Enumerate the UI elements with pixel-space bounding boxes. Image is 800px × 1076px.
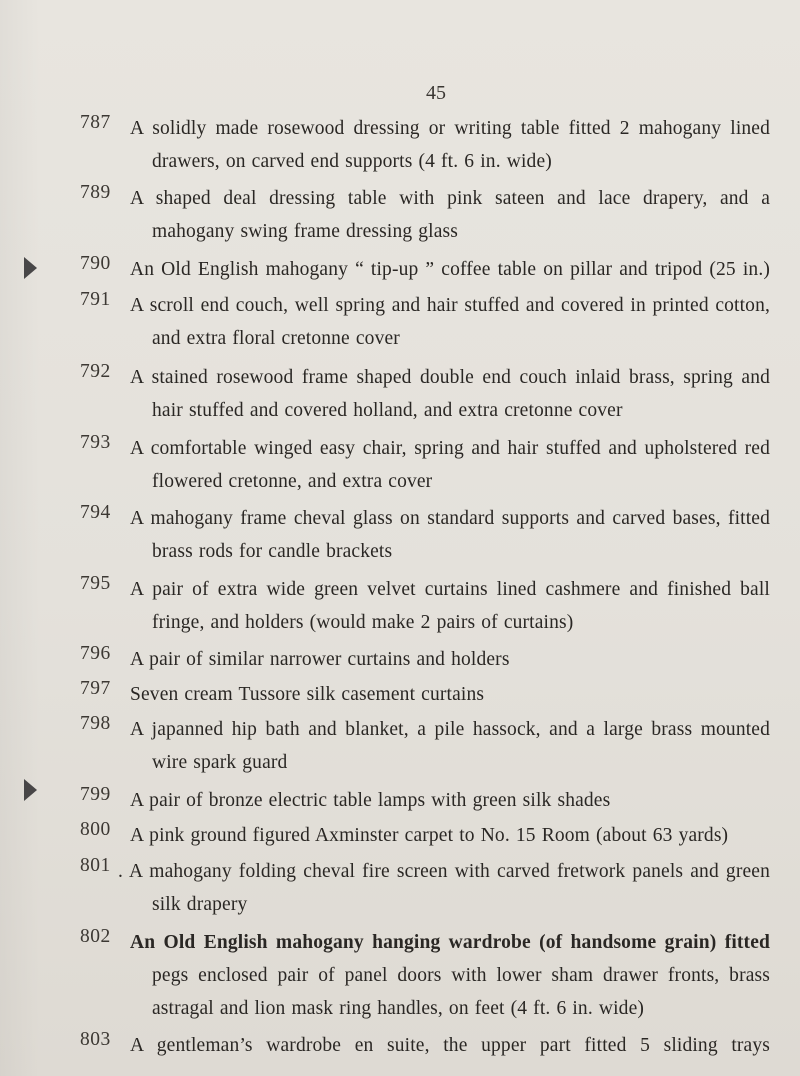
- description-line: fringe, and holders (would make 2 pairs of curtains): [152, 612, 574, 633]
- description-line: astragal and lion mask ring handles, on feet (4 ft. 6 in. wide): [152, 998, 645, 1019]
- lot-number: 793: [80, 432, 111, 453]
- lot-number: 798: [80, 713, 111, 734]
- lot-description: [130, 502, 770, 568]
- lot-description: [130, 112, 770, 178]
- description-line: A scroll end couch, well spring and hair stuffed and covered in printed cotton,: [130, 295, 770, 316]
- lot-number: 795: [80, 573, 111, 594]
- lot-description: [130, 432, 770, 498]
- description-line: hair stuffed and covered holland, and extra cretonne cover: [152, 400, 623, 421]
- description-line: A mahogany frame cheval glass on standard supports and carved bases, fitted: [130, 508, 770, 529]
- lot-number: 801: [80, 855, 111, 876]
- lot-description: [130, 361, 770, 427]
- lot-number: 800: [80, 819, 111, 840]
- lot-description: [130, 784, 770, 817]
- description-line: silk drapery: [152, 894, 248, 915]
- lot-description: [130, 713, 770, 779]
- description-line: brass rods for candle brackets: [152, 541, 393, 562]
- lot-number: 787: [80, 112, 111, 133]
- binding-hole-upper: [24, 257, 37, 279]
- description-line: A pink ground figured Axminster carpet to No. 15 Room (about 63 yards): [130, 825, 729, 846]
- lot-description: [130, 678, 770, 711]
- lot-description: [130, 253, 770, 286]
- description-line: A gentleman’s wardrobe en suite, the upper part fitted 5 sliding trays: [130, 1035, 770, 1056]
- description-line: and extra floral cretonne cover: [152, 328, 400, 349]
- description-line: pegs enclosed pair of panel doors with lower sham drawer fronts, brass: [152, 965, 770, 986]
- lot-description: [130, 819, 770, 852]
- description-line: A comfortable winged easy chair, spring and hair stuffed and upholstered red: [130, 438, 770, 459]
- lot-description: [130, 1029, 770, 1062]
- lot-number: 789: [80, 182, 111, 203]
- binding-hole-lower: [24, 779, 37, 801]
- lot-description: [130, 573, 770, 639]
- description-line: A pair of similar narrower curtains and holders: [130, 649, 510, 670]
- description-line: wire spark guard: [152, 752, 288, 773]
- page-number: 45: [426, 82, 446, 104]
- lot-number: 802: [80, 926, 111, 947]
- description-line: A solidly made rosewood dressing or writing table fitted 2 mahogany lined: [130, 118, 770, 139]
- description-line: Seven cream Tussore silk casement curtains: [130, 684, 485, 705]
- description-line: A shaped deal dressing table with pink sateen and lace drapery, and a: [130, 188, 770, 209]
- lot-number: 796: [80, 643, 111, 664]
- lot-number: 797: [80, 678, 111, 699]
- description-line: . A mahogany folding cheval fire screen with carved fretwork panels and green: [118, 861, 770, 882]
- lot-number: 794: [80, 502, 111, 523]
- lot-number: 799: [80, 784, 111, 805]
- description-line: A japanned hip bath and blanket, a pile hassock, and a large brass mounted: [130, 719, 770, 740]
- lot-description: [118, 855, 770, 921]
- lot-description: [130, 289, 770, 355]
- description-line: A stained rosewood frame shaped double end couch inlaid brass, spring and: [130, 367, 770, 388]
- lot-number: 792: [80, 361, 111, 382]
- description-line: A pair of bronze electric table lamps with green silk shades: [130, 790, 611, 811]
- description-line: An Old English mahogany “ tip-up ” coffee table on pillar and tripod (25 in.): [130, 259, 770, 280]
- description-line: mahogany swing frame dressing glass: [152, 221, 459, 242]
- description-line: drawers, on carved end supports (4 ft. 6 in. wide): [152, 151, 552, 172]
- description-line: flowered cretonne, and extra cover: [152, 471, 433, 492]
- description-line: An Old English mahogany hanging wardrobe (of handsome grain) fitted: [130, 932, 770, 953]
- lot-description: [130, 643, 770, 676]
- description-line: A pair of extra wide green velvet curtains lined cashmere and finished ball: [130, 579, 770, 600]
- lot-number: 803: [80, 1029, 111, 1050]
- lot-description: [130, 926, 770, 1025]
- lot-number: 791: [80, 289, 111, 310]
- lot-number: 790: [80, 253, 111, 274]
- lot-description: [130, 182, 770, 248]
